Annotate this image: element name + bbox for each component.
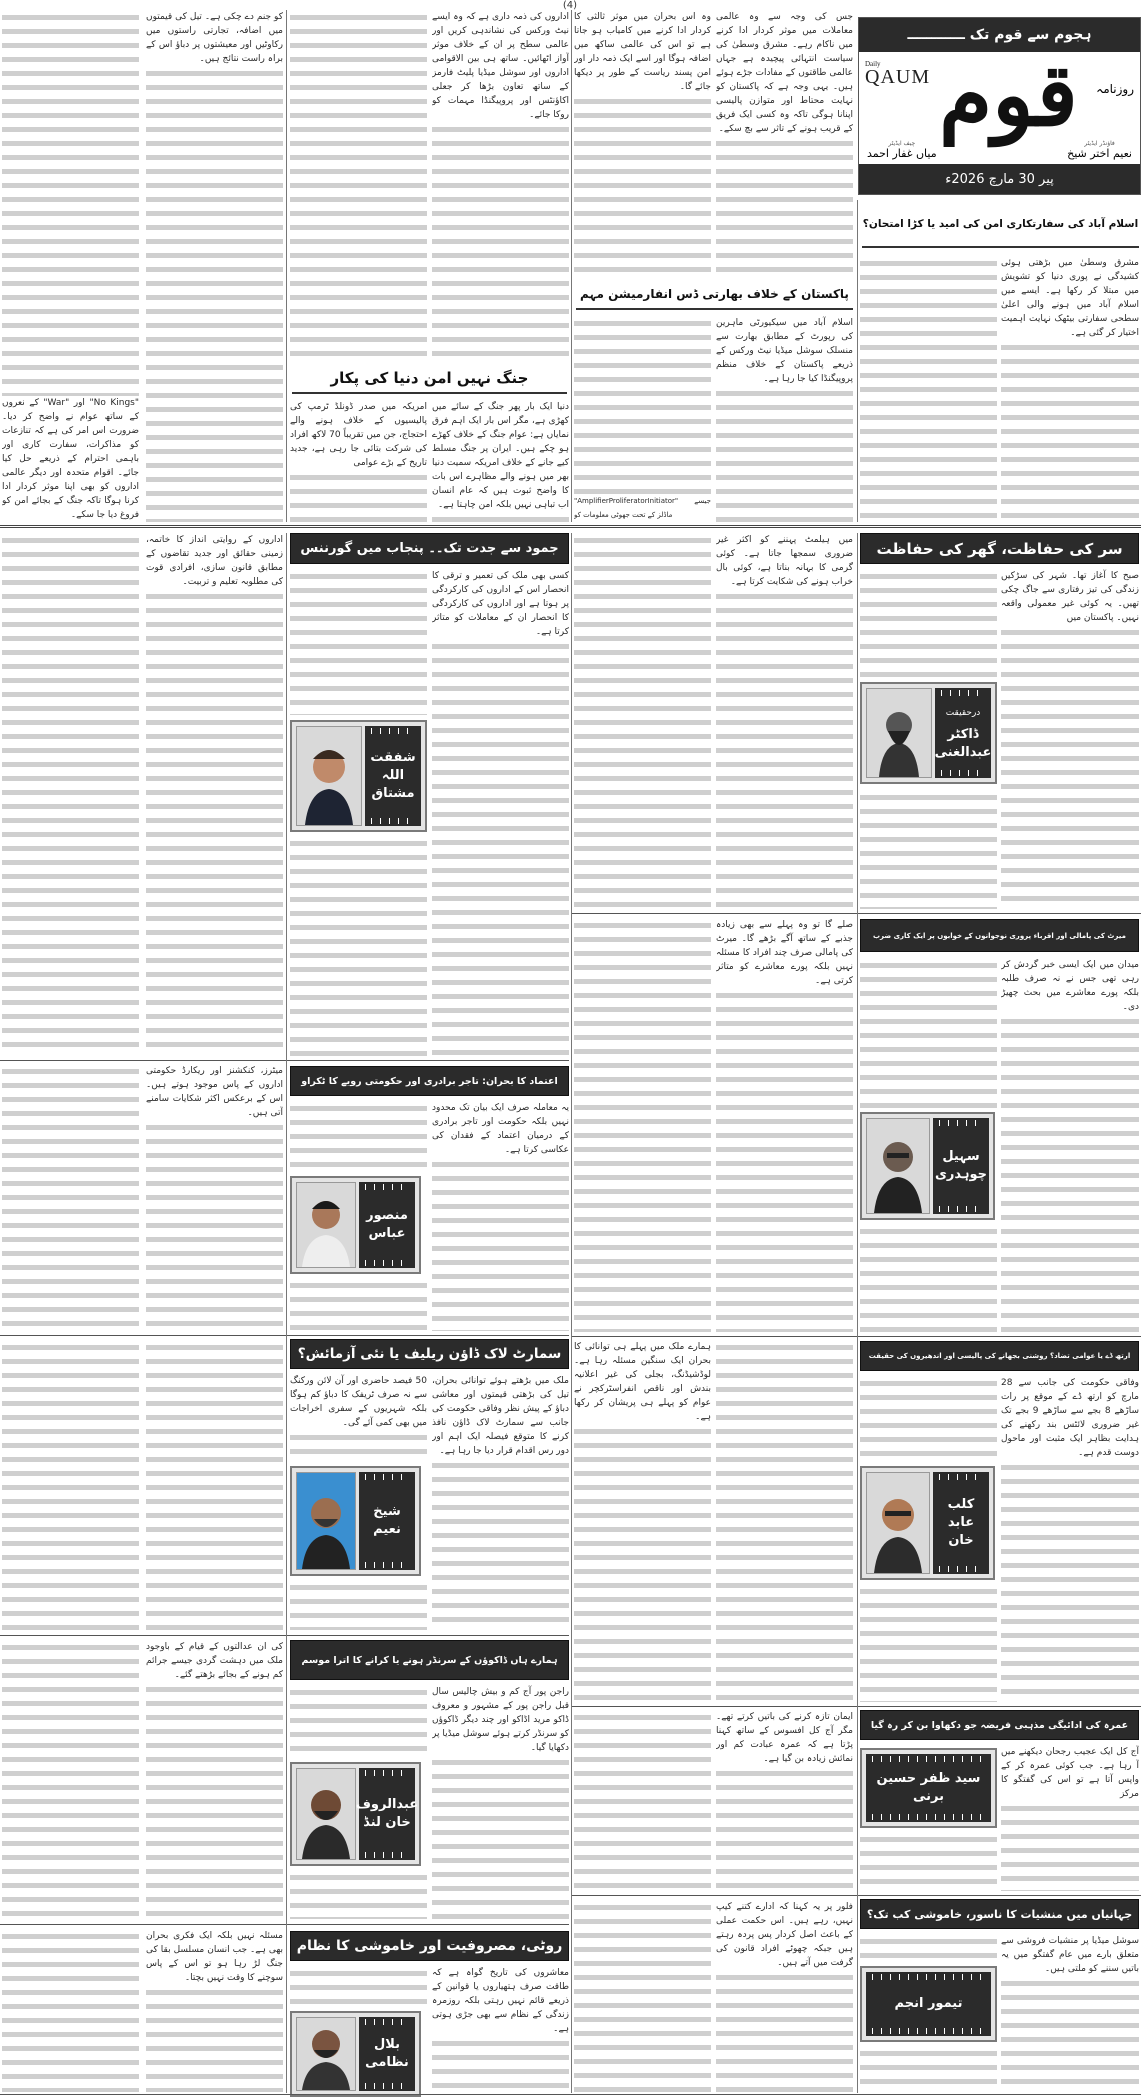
helmet-headline: سر کی حفاظت، گھر کی حفاظت	[860, 533, 1139, 564]
text-column	[432, 1101, 569, 1331]
person-silhouette-icon	[874, 697, 924, 777]
body-text-lines	[146, 1985, 283, 2092]
body-text-lines	[1001, 1976, 1139, 2092]
author-name: سہیل چوہدری	[934, 1149, 988, 1182]
peace-continuation: کو جنم دے چکی ہے۔ تیل کی قیمتوں میں اضافہ، تجارتی راستوں میں رکاوٹیں اور معیشتوں پر دباؤ اس کے براہ راست نتائج ہیں۔	[146, 12, 283, 64]
text-column	[860, 1224, 997, 1332]
divider	[571, 533, 572, 2093]
divider	[0, 1635, 569, 1636]
author-photo	[866, 1118, 930, 1214]
body-text-lines	[860, 1584, 997, 1702]
author-name: سید ظفر حسین برنی	[876, 1771, 981, 1804]
text-column	[432, 1685, 569, 1919]
author-nameplate	[359, 1182, 415, 1268]
text-column	[860, 2046, 997, 2092]
helmet-body: صبح کا آغاز تھا۔ شہر کی سڑکیں زندگی کی تیز رفتاری سے جاگ چکی تھیں۔ یہ کوئی غیر معمولی واقعہ نہیں۔ پاکستان میں	[1001, 571, 1139, 623]
body-text-lines	[1001, 340, 1139, 522]
chief-editor: چیف ایڈیٹر میاں غفار احمد	[867, 140, 937, 160]
body-text-lines	[574, 533, 711, 909]
body-text-lines	[2, 1929, 139, 2092]
body-text-lines	[1001, 1801, 1139, 1891]
text-column	[432, 569, 569, 1056]
body-text-lines	[574, 918, 711, 1332]
text-column	[146, 1929, 283, 2092]
text-column	[2, 10, 139, 522]
body-text-lines	[574, 1710, 711, 1891]
body-text-lines	[716, 386, 853, 522]
text-column	[290, 1101, 427, 1173]
earthday-body: وفاقی حکومت کی جانب سے 28 مارچ کو ارتھ ڈے کے موقع پر رات ساڑھے 8 بجے سے ساڑھے 9 بجے تک غیر ضروری لائٹس بند رکھنے کی ہدایت بظاہر ایک مثبت اور ماحول دوست قدم ہے۔	[1001, 1378, 1139, 1458]
text-column	[1001, 1934, 1139, 2092]
divider	[0, 1335, 569, 1336]
masthead	[858, 17, 1141, 195]
drugs-body: سوشل میڈیا پر منشیات فروشی سے متعلق بارے میں عام گفتگو میں یہ باتیں سننے کو ملتی ہیں۔	[1001, 1936, 1139, 1974]
text-column	[290, 836, 427, 1056]
text-column	[716, 316, 853, 522]
text-column	[1001, 1376, 1139, 1702]
body-text-lines	[716, 1970, 853, 2092]
body-text-lines	[716, 1766, 853, 1891]
disinfo-body-2: "AmplifierProliferatorInitiator" جیسے ماڈلز کے تحت جھوٹی معلومات کو	[574, 497, 711, 519]
peace-headline: جنگ نہیں امن دنیا کی پکار	[292, 366, 567, 394]
editorial-continuation-2: وہ اس بحران میں موثر ثالثی کا کردار ادا کرنے میں کامیاب ہو جاتا ہے تو اس کی عالمی ساکھ میں اضافہ ہوگا اور اسے ایک ذمہ دار اور امن پسند ریاست کے طور پر دیکھا جائے گا۔	[574, 12, 711, 92]
body-text-lines	[860, 1224, 997, 1332]
author-box-merit	[860, 1112, 995, 1220]
body-text-lines	[432, 1157, 569, 1331]
text-column	[860, 256, 997, 522]
person-silhouette-icon	[298, 1477, 354, 1569]
governance-body-2: اداروں کے روایتی انداز کا خاتمہ، زمینی حقائق اور جدید تقاضوں کے مطابق قانون سازی، افرادی قوت کی مطلوبہ تعلیم و تربیت۔	[146, 535, 283, 587]
issue-date: پیر 30 مارچ 2026ء	[859, 164, 1140, 194]
author-nameplate	[355, 1768, 419, 1860]
text-column	[146, 1340, 283, 1630]
author-photo	[866, 688, 932, 778]
body-text-lines	[860, 256, 997, 522]
disinfo-body: اسلام آباد میں سیکیورٹی ماہرین کی رپورٹ کے مطابق بھارت سے منسلک سوشل میڈیا نیٹ ورکس کے ذریعے پاکستان کے خلاف منظم پروپیگنڈا کیا جا رہا ہے۔	[716, 318, 853, 384]
divider	[0, 1060, 569, 1061]
author-photo	[296, 1472, 356, 1570]
author-nameplate	[365, 726, 421, 826]
body-text-lines	[2, 533, 139, 1056]
body-text-lines	[2, 10, 139, 396]
body-text-lines	[716, 1340, 853, 1702]
drugs-headline: جہانیاں میں منشیات کا ناسور، خاموشی کب تک؟	[860, 1899, 1139, 1929]
body-text-lines	[860, 1376, 997, 1462]
helmet-body-2: میں ہیلمٹ پہننے کو اکثر غیر ضروری سمجھا جاتا ہے۔ کوئی گرمی کا بہانہ بناتا ہے، کوئی بال خراب ہونے کی شکایت کرتا ہے۔	[716, 535, 853, 587]
founder-editor: فاؤنڈر ایڈیٹر نعیم اختر شیخ	[1067, 140, 1132, 160]
section-divider	[0, 525, 1141, 529]
body-text-lines	[290, 10, 427, 362]
body-text-lines	[290, 1580, 427, 1630]
text-column	[2, 533, 139, 1056]
person-silhouette-icon	[298, 1183, 354, 1267]
text-column	[432, 400, 569, 522]
body-text-lines	[146, 1340, 283, 1630]
author-name: منصور عباس	[366, 1208, 408, 1241]
author-nameplate: درحقیقت ڈاکٹر عبدالغنی	[935, 688, 991, 778]
author-box-dacoits	[290, 1762, 421, 1866]
body-text-lines	[860, 1832, 997, 1891]
dacoits-body: راجن پور آج کم و بیش چالیس سال قبل راجن پور کے مشہور و معروف ڈاکو مرید اڈاکو اور چند دیگر ڈاکوؤں کو سرنڈر کرتے ہوئے سوشل میڈیا پر دکھایا گیا۔	[432, 1687, 569, 1753]
divider	[286, 533, 287, 2093]
trust-headline: اعتماد کا بحران: تاجر برادری اور حکومتی رویے کا ٹکراو	[290, 1066, 569, 1096]
text-column	[716, 918, 853, 1332]
text-column	[860, 958, 997, 1108]
author-name: شیخ نعیم	[373, 1504, 401, 1537]
body-text-lines	[1001, 1014, 1139, 1332]
text-column	[574, 918, 711, 1332]
bread-body-2: مسئلہ نہیں بلکہ ایک فکری بحران بھی ہے۔ جب انسان مسلسل بقا کی جنگ لڑ رہا ہو تو اس کے پاس سوچنے کا وقت نہیں بچتا۔	[146, 1931, 283, 1983]
author-nameplate	[866, 1754, 991, 1822]
peace-body: دنیا ایک بار پھر جنگ کے سائے میں کھڑی ہے، مگر اس بار ایک اہم فرق نمایاں ہے: عوام جنگ کے خلاف کھڑے ہو چکے ہیں۔ ایران پر جنگ مسلط کیے جانے کے خلاف امریکہ سمیت دنیا بھر میں ہونے والے مظاہرے اس بات کا واضح ثبوت ہیں کہ عام انسان اب تباہی نہیں بلکہ امن چاہتا ہے۔	[432, 402, 569, 510]
body-text-lines	[860, 958, 997, 1108]
body-text-lines	[290, 1278, 427, 1331]
umrah-body-2: ایمان تازہ کرنے کی باتیں کرتے تھے۔ مگر آج کل افسوس کے ساتھ کہنا پڑتا ہے کہ عمرہ عبادت کم اور نمائش زیادہ بن گیا ہے۔	[716, 1712, 853, 1764]
text-column	[290, 10, 427, 362]
body-text-lines	[290, 1685, 427, 1759]
bread-body: معاشروں کی تاریخ گواہ ہے کہ طاقت صرف ہتھیاروں یا قوانین کے ذریعے قائم نہیں رہتی بلکہ روزمرہ زندگی کے نظام سے بھی جڑی ہوتی ہے۔	[432, 1968, 569, 2034]
text-column	[2, 1929, 139, 2092]
text-column	[574, 533, 711, 909]
body-text-lines	[574, 1900, 711, 2092]
earthday-headline: ارتھ ڈے یا عوامی تضاد؟ روشنی بجھانے کی پالیسی اور اندھیروں کی حقیقت	[860, 1341, 1139, 1371]
merit-body: میدان میں ایک ایسی خبر گردش کر رہی تھی جس نے نہ صرف طلبہ بلکہ پورے معاشرے میں بحث چھیڑ دی۔	[1001, 960, 1139, 1012]
text-column	[574, 316, 711, 522]
body-text-lines	[290, 470, 427, 522]
author-nameplate	[359, 1472, 415, 1570]
daily-label: Daily	[865, 60, 881, 68]
author-name: کلب عابد خان	[947, 1497, 975, 1548]
disinfo-continuation: اداروں کی ذمہ داری ہے کہ وہ ایسے نیٹ ورکس کی نشاندہی کریں اور عالمی سطح پر ان کے خلاف موثر آواز اٹھائیں۔ ساتھ ہی بین الاقوامی اداروں اور سوشل میڈیا پلیٹ فارمز کے ساتھ تعاون بڑھا کر جعلی اکاؤنٹس اور پروپیگنڈا مہمات کو روکا جائے۔	[432, 12, 569, 120]
text-column	[1001, 569, 1139, 909]
lockdown-headline: سمارٹ لاک ڈاؤن ریلیف یا نئی آزمائش؟	[290, 1339, 569, 1369]
person-silhouette-icon	[870, 1123, 926, 1213]
body-text-lines	[860, 1934, 997, 1964]
person-silhouette-icon	[298, 2017, 354, 2090]
person-silhouette-icon	[298, 1771, 354, 1859]
text-column	[860, 1934, 997, 1964]
divider	[571, 1336, 1141, 1337]
text-column	[432, 10, 569, 362]
text-column	[146, 1064, 283, 1331]
text-column	[860, 1832, 997, 1891]
body-text-lines	[2, 1640, 139, 1919]
author-nameplate	[933, 1472, 989, 1574]
governance-headline: جمود سے جدت تک۔۔ پنجاب میں گورننس	[290, 533, 569, 564]
body-text-lines	[290, 836, 427, 1056]
author-name: شفقت اللہ مشتاق	[370, 750, 416, 801]
body-text-lines	[432, 512, 569, 522]
body-text-lines	[290, 569, 427, 715]
text-column	[290, 1580, 427, 1630]
divider	[857, 533, 858, 2093]
earthday-body-2: ہمارے ملک میں پہلے ہی توانائی کا بحران ایک سنگین مسئلہ رہا ہے۔ لوڈشیڈنگ، بجلی کی غیر اعلانیہ بندش اور ناقص انفراسٹرکچر نے عوام کو پہلے ہی پریشان کر رکھا ہے۔	[574, 1342, 711, 1422]
governance-body: کسی بھی ملک کی تعمیر و ترقی کا انحصار اس کے اداروں کی کارکردگی پر ہوتا ہے اور اداروں کی کارکردگی کا انحصار ان کے معاملات کو متاثر کرتا ہے۔	[432, 571, 569, 637]
body-text-lines	[432, 1458, 569, 1630]
drugs-body-2: فلور پر یہ کہنا کہ ادارے کتنے کیپ نہیں، رہے ہیں۔ اس حکمت عملی کے باعث اصل کردار پس پردہ رہتے ہیں جبکہ چھوٹے افراد قانون کی گرفت میں آتے ہیں۔	[716, 1902, 853, 1968]
body-text-lines	[146, 1120, 283, 1331]
author-photo	[296, 1182, 356, 1268]
body-text-lines	[2, 1340, 139, 1630]
roznama-label: روزنامہ	[1096, 82, 1134, 96]
editorial-body: مشرق وسطیٰ میں بڑھتی ہوئی کشیدگی نے پوری دنیا کو تشویش میں مبتلا کر رکھا ہے۔ ایسے میں اسلام آباد میں ہونے والی اعلیٰ سطحی سفارتی بیٹھک نہایت اہمیت اختیار کر گئی ہے۔	[1001, 258, 1139, 338]
divider	[286, 10, 287, 522]
person-silhouette-icon	[870, 1477, 926, 1573]
divider	[0, 2094, 1141, 2095]
text-column	[860, 1584, 997, 1702]
text-column	[146, 10, 283, 522]
body-text-lines	[432, 122, 569, 362]
author-name: ڈاکٹر عبدالغنی	[934, 727, 992, 760]
dacoits-body-2: کی ان عدالتوں کے قیام کے باوجود ملک میں دہشت گردی جیسے جرائم کم ہونے کے بجائے بڑھتے گئے۔	[146, 1642, 283, 1680]
text-column	[146, 533, 283, 1056]
merit-headline: میرٹ کی پامالی اور اقرباء پروری نوجوانوں کے خوابوں پر ایک کاری ضرب	[860, 919, 1139, 952]
english-logo: QAUM	[865, 66, 931, 88]
body-text-lines	[432, 1755, 569, 1919]
body-text-lines	[432, 2036, 569, 2092]
author-name: عبدالروف خان لنڈ	[355, 1797, 419, 1830]
peace-body-2: امریکہ میں صدر ڈونلڈ ٹرمپ کی پالیسیوں کے خلاف ہونے والے احتجاج، جن میں تقریباً 70 لاکھ افراد کی شرکت بتائی جا رہی ہے، جدید تاریخ کے بڑے عوامی	[290, 402, 427, 468]
umrah-body: آج کل ایک عجیب رجحان دیکھنے میں آ رہا ہے۔ جب کوئی عمرہ کر کے واپس آتا ہے تو اس کی گفتگو کا مرکز	[1001, 1747, 1139, 1799]
text-column	[1001, 1745, 1139, 1891]
body-text-lines	[290, 1870, 427, 1919]
divider	[857, 200, 858, 522]
text-column	[716, 1340, 853, 1702]
umrah-headline: عمرہ کی ادائیگی مذہبی فریضہ جو دکھاوا بن کر رہ گیا	[860, 1710, 1139, 1740]
text-column	[290, 400, 427, 522]
author-name: بلال نظامی	[365, 2037, 409, 2070]
body-text-lines	[146, 66, 283, 522]
author-photo	[296, 1768, 356, 1860]
text-column	[290, 1870, 427, 1919]
author-nameplate	[866, 1972, 991, 2036]
text-column	[860, 569, 997, 677]
peace-continuation-2: "No Kings" اور "War" کے نعروں کے ساتھ عوام نے واضح کر دیا۔ ضرورت اس امر کی ہے کہ تنازعات کو مذاکرات، سفارت کاری اور باہمی احترام کے ذریعے حل کیا جائے۔ اقوام متحدہ اور دیگر عالمی اداروں کو بھی اپنا موثر کردار ادا کرنا ہوگا تاکہ جنگ کے بجائے امن کو فروغ دیا جا سکے۔	[2, 398, 139, 520]
author-photo	[866, 1472, 930, 1574]
body-text-lines	[860, 569, 997, 677]
lockdown-body: ملک میں بڑھتے ہوئے توانائی بحران، تیل کی بڑھتی قیمتوں اور معاشی دباؤ کے پیش نظر وفاقی حکومت کی جانب سے سمارٹ لاک ڈاؤن نافذ کرنے کا متوقع فیصلہ ایک اہم اور دور رس اقدام قرار دیا جا رہا ہے۔	[432, 1376, 569, 1456]
body-text-lines	[146, 1682, 283, 1919]
body-text-lines	[290, 1101, 427, 1173]
text-column	[1001, 958, 1139, 1332]
body-text-lines	[146, 589, 283, 1056]
author-box-earthday	[860, 1466, 995, 1580]
text-column	[574, 1340, 711, 1702]
divider	[571, 913, 1141, 914]
merit-body-2: صلے گا تو وہ پہلے سے بھی زیادہ جذبے کے ساتھ آگے بڑھے گا۔ میرٹ کی پامالی صرف چند افراد کا مسئلہ نہیں بلکہ پورے معاشرے کو متاثر کرتی ہے۔	[716, 920, 853, 986]
author-nameplate	[933, 1118, 989, 1214]
text-column	[290, 1278, 427, 1331]
body-text-lines	[432, 639, 569, 1056]
text-column	[290, 569, 427, 715]
text-column	[716, 10, 853, 278]
person-silhouette-icon	[301, 729, 357, 825]
body-text-lines	[290, 1430, 427, 1462]
body-text-lines	[574, 316, 711, 494]
author-box-trust	[290, 1176, 421, 1274]
body-text-lines	[574, 94, 711, 278]
author-box-helmet	[860, 682, 997, 784]
text-column	[290, 1966, 427, 2008]
body-text-lines	[1001, 1460, 1139, 1702]
text-column	[860, 790, 997, 909]
text-column	[716, 533, 853, 909]
body-text-lines	[716, 136, 853, 278]
author-nameplate	[359, 2017, 415, 2091]
author-photo	[296, 2017, 356, 2091]
author-box-governance	[290, 720, 427, 832]
text-column	[574, 10, 711, 278]
text-column	[716, 1900, 853, 2092]
disinfo-headline: پاکستان کے خلاف بھارتی ڈس انفارمیشن مہم	[576, 282, 853, 310]
author-name: تیمور انجم	[894, 1996, 963, 2011]
body-text-lines	[860, 790, 997, 909]
text-column	[574, 1900, 711, 2092]
masthead-slogan: ہجوم سے قوم تک ــــــــــــ	[859, 18, 1140, 52]
body-text-lines	[716, 589, 853, 909]
text-column	[716, 1710, 853, 1891]
text-column	[2, 1640, 139, 1919]
text-column	[432, 1966, 569, 2092]
text-column	[146, 1640, 283, 1919]
bread-headline: روٹی، مصروفیت اور خاموشی کا نظام	[290, 1931, 569, 1961]
text-column	[574, 1710, 711, 1891]
text-column	[2, 1064, 139, 1331]
lockdown-body-2: 50 فیصد حاضری اور آن لائن ورکنگ سے نہ صرف ٹریفک کا دباؤ کم ہوگا بلکہ شہریوں کے سفری اخراجات میں بھی کمی آئے گی۔	[290, 1376, 427, 1428]
editorial-headline: اسلام آباد کی سفارتکاری امن کی امید یا کڑا امتحان؟	[862, 204, 1139, 248]
author-box-drugs	[860, 1966, 997, 2042]
author-photo	[296, 726, 362, 826]
text-column	[2, 1340, 139, 1630]
text-column	[1001, 256, 1139, 522]
body-text-lines	[2, 1064, 139, 1331]
divider	[571, 1895, 1141, 1896]
author-box-bread	[290, 2011, 421, 2097]
body-text-lines	[860, 2046, 997, 2092]
trust-body-2: میٹرز، کنکشنز اور ریکارڈ حکومتی اداروں کے پاس موجود ہوتے ہیں۔ اس کے برعکس اکثر شکایات سامنے آتی ہیں۔	[146, 1066, 283, 1118]
page-number: (4)	[562, 0, 578, 11]
body-text-lines	[716, 988, 853, 1332]
divider	[571, 10, 572, 522]
body-text-lines	[290, 1966, 427, 2008]
text-column	[290, 1685, 427, 1759]
editorial-continuation: جس کی وجہ سے وہ عالمی معاملات میں موثر کردار ادا کرنے میں ناکام رہے۔ مشرق وسطیٰ کی سیاست انتہائی پیچیدہ ہے جہاں عالمی طاقتوں کے مفادات جڑے ہوئے ہیں۔ یہی وجہ ہے کہ پاکستان کو نہایت محتاط اور متوازن پالیسی اپنانا ہوگی تاکہ وہ کسی ایک فریق کے قریب ہونے کے تاثر سے بچ سکے۔	[716, 12, 853, 134]
body-text-lines	[574, 1424, 711, 1702]
divider	[0, 1924, 569, 1925]
author-box-lockdown	[290, 1466, 421, 1576]
dacoits-headline: ہمارے ہاں ڈاکوؤں کے سرنڈر ہونے یا کرانے کا اترا موسم	[290, 1640, 569, 1680]
urdu-logo: قوم	[939, 45, 1078, 146]
divider	[571, 1706, 1141, 1707]
author-box-umrah	[860, 1748, 997, 1828]
text-column	[432, 1374, 569, 1630]
trust-body: یہ معاملہ صرف ایک بیان تک محدود نہیں بلکہ حکومت اور تاجر برادری کے درمیان اعتماد کے فقدان کی عکاسی کرتا ہے۔	[432, 1103, 569, 1155]
body-text-lines	[1001, 625, 1139, 909]
text-column	[860, 1376, 997, 1462]
text-column	[290, 1374, 427, 1462]
